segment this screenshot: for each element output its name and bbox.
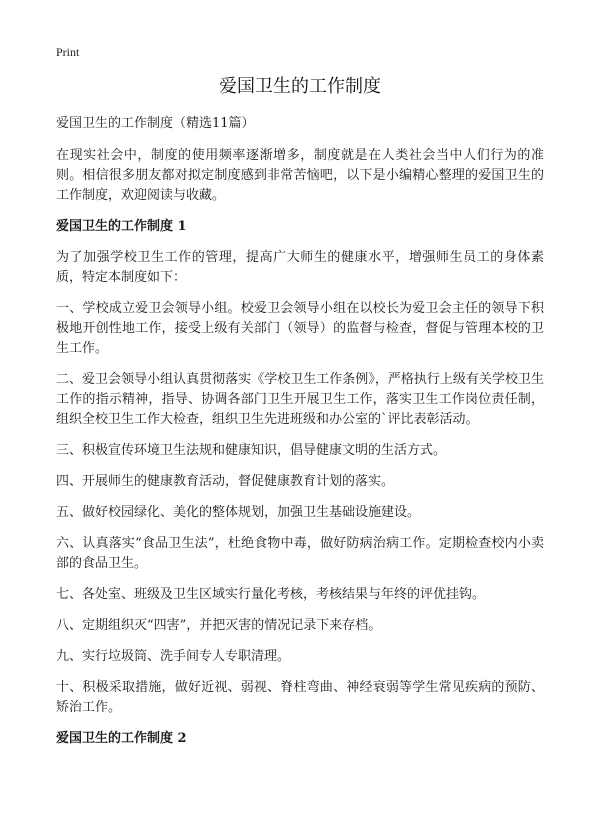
document-subtitle: 爱国卫生的工作制度（精选11篇） (56, 116, 255, 131)
section1-paragraph: 十、积极采取措施，做好近视、弱视、脊柱弯曲、神经衰弱等学生常见疾病的预防、矫治工作。 (56, 680, 544, 715)
section1-paragraph: 九、实行垃圾筒、洗手间专人专职清理。 (56, 649, 291, 664)
section1-paragraph: 为了加强学校卫生工作的管理，提高广大师生的健康水平，增强师生员工的身体素质，特定本制度如下： (56, 250, 544, 285)
section1-paragraph: 五、做好校园绿化、美化的整体规划，加强卫生基础设施建设。 (56, 505, 421, 520)
print-link[interactable]: Print (56, 45, 80, 59)
section-heading-2: 爱国卫生的工作制度 2 (56, 731, 187, 746)
section1-paragraph: 八、定期组织灭“四害”，并把灭害的情况记录下来存档。 (56, 618, 382, 633)
intro-paragraph: 在现实社会中，制度的使用频率逐渐增多，制度就是在人类社会当中人们行为的准则。相信很多朋友都对拟定制度感到非常苦恼吧，以下是小编精心整理的爱国卫生的工作制度，欢迎阅读与收藏。 (56, 148, 544, 203)
section1-paragraph: 一、学校成立爱卫会领导小组。校爱卫会领导小组在以校长为爱卫会主任的领导下积极地开创性地工作，接受上级有关部门（领导）的监督与检查，督促与管理本校的卫生工作。 (56, 301, 544, 356)
section1-paragraph: 七、各处室、班级及卫生区域实行量化考核，考核结果与年终的评优挂钩。 (56, 587, 486, 602)
section1-paragraph: 三、积极宣传环境卫生法规和健康知识，倡导健康文明的生活方式。 (56, 443, 447, 458)
section-heading-1: 爱国卫生的工作制度 1 (56, 219, 187, 234)
page-title: 爱国卫生的工作制度 (219, 76, 381, 97)
section1-paragraph: 四、开展师生的健康教育活动，督促健康教育计划的落实。 (56, 474, 395, 489)
section1-paragraph: 二、爱卫会领导小组认真贯彻落实《学校卫生工作条例》，严格执行上级有关学校卫生工作的指示精神，指导、协调各部门卫生开展卫生工作，落实卫生工作岗位责任制，组织全校卫生工作大检查，组织卫生先进班级和办公室的`评比表彰活动。 (56, 372, 544, 427)
section1-paragraph: 六、认真落实“食品卫生法”，杜绝食物中毒，做好防病治病工作。定期检查校内小卖部的食品卫生。 (56, 536, 544, 571)
